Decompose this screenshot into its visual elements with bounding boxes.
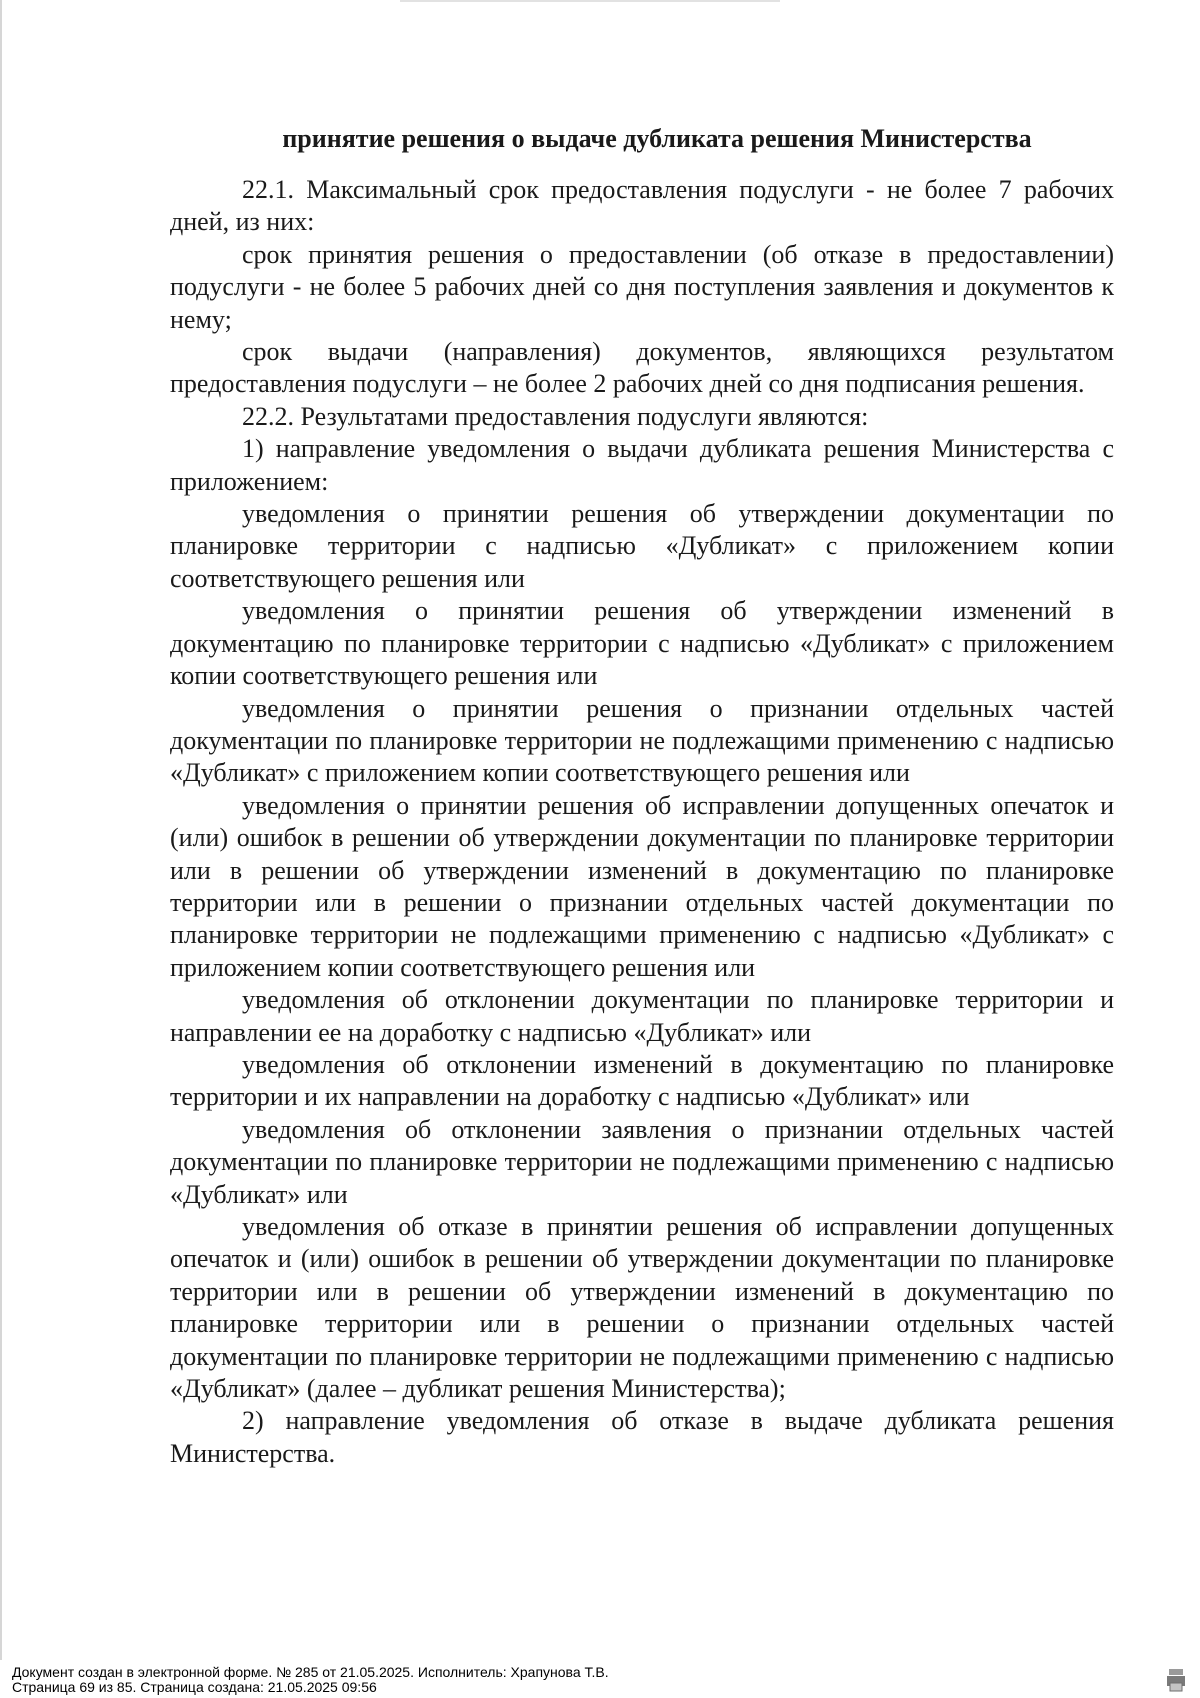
document-page: [170, 122, 1114, 1470]
footer-page-info: Страница 69 из 85. Страница создана: 21.05.2025 09:56: [12, 1679, 377, 1695]
paragraph-notice-rejection-changes: уведомления об отклонении изменений в документацию по планировке территории и их направлении на доработку с надписью «Дубликат» или: [170, 1049, 1114, 1112]
paragraph-notice-rejection-docs: уведомления об отклонении документации по планировке территории и направлении ее на доработку с надписью «Дубликат» или: [170, 985, 1114, 1047]
paragraph-issue-term: срок выдачи (направления) документов, являющихся результатом предоставления подуслуги – не более 2 рабочих дней со дня подписания решения.: [170, 337, 1114, 399]
paragraph-item-1: 1) направление уведомления о выдачи дубликата решения Министерства с приложением:: [170, 434, 1114, 496]
paragraph-notice-rejection-application: уведомления об отклонении заявления о признании отдельных частей документации по планировке территории не подлежащими применению с надписью «Дубликат» или: [170, 1114, 1114, 1209]
scan-top-mark: [400, 0, 780, 2]
document-footer: [12, 1665, 609, 1695]
footer-document-info: Документ создан в электронной форме. № 285 от 21.05.2025. Исполнитель: Храпунова Т.В.: [12, 1664, 609, 1680]
paragraph-notice-recognition: уведомления о принятии решения о признании отдельных частей документации по планировке территории не подлежащими применению с надписью «Дубликат» с приложением копии соответствующего решения или: [170, 693, 1114, 788]
section-heading: принятие решения о выдаче дубликата решения Министерства: [282, 124, 1032, 153]
paragraph-notice-refusal: уведомления об отказе в принятии решения об исправлении допущенных опечаток и (или) ошибок в решении об утверждении документации по планировке территории или в решении об утверждении изменений в документацию по планировке территории или в решении о признании отдельных частей документации по планировке территории не подлежащими применению с надписью «Дубликат» (далее – дубликат решения Министерства);: [170, 1212, 1114, 1404]
paragraph-22-1: 22.1. Максимальный срок предоставления подуслуги - не более 7 рабочих дней, из них:: [170, 175, 1114, 237]
paragraph-notice-changes: уведомления о принятии решения об утверждении изменений в документацию по планировке территории с надписью «Дубликат» с приложением копии соответствующего решения или: [170, 596, 1114, 691]
paragraph-notice-approval: уведомления о принятии решения об утверждении документации по планировке территории с надписью «Дубликат» с приложением копии соответствующего решения или: [170, 499, 1114, 593]
paragraph-22-2: 22.2. Результатами предоставления подуслуги являются:: [242, 401, 869, 431]
paragraph-notice-corrections: уведомления о принятии решения об исправлении допущенных опечаток и (или) ошибок в решении об утверждении документации по планировке территории или в решении об утверждении изменений в документацию по планировке территории или в решении о признании отдельных частей документации по планировке территории не подлежащими применению с надписью «Дубликат» с приложением копии соответствующего решения или: [170, 790, 1114, 982]
scan-left-edge: [0, 0, 2, 1660]
paragraph-decision-term: срок принятия решения о предоставлении (об отказе в предоставлении) подуслуги - не более 5 рабочих дней со дня поступления заявления и документов к нему;: [170, 239, 1114, 334]
paragraph-item-2: 2) направление уведомления об отказе в выдаче дубликата решения Министерства.: [170, 1406, 1114, 1468]
printer-stamp-icon: [1166, 1668, 1186, 1692]
